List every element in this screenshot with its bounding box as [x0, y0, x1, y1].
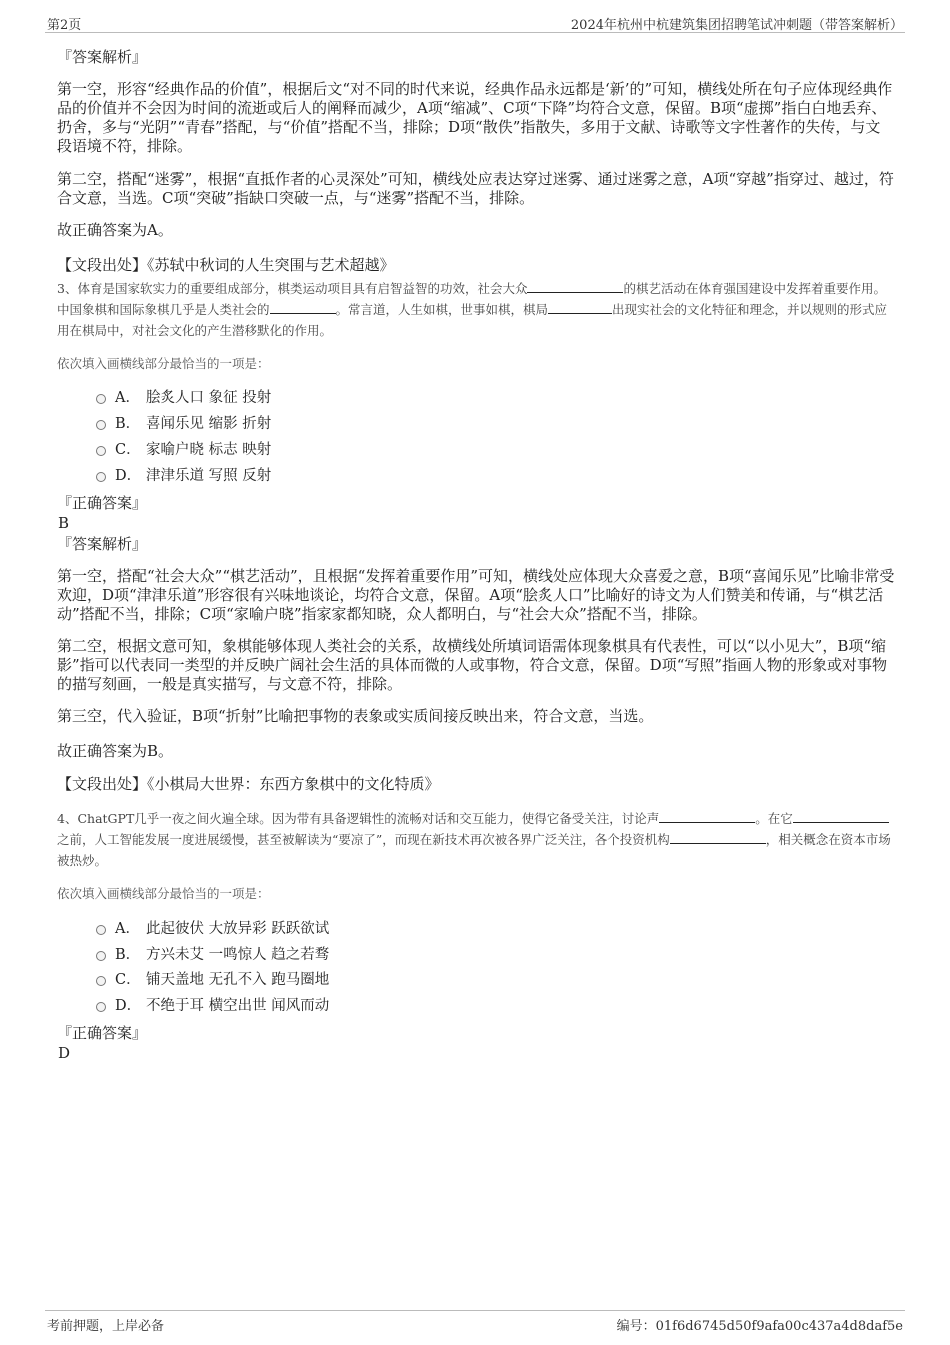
page-number: 第2页: [47, 18, 82, 33]
option-text: 此起彼伏 大放异彩 跃跃欲试: [146, 921, 330, 937]
radio-button[interactable]: [96, 951, 106, 961]
radio-button[interactable]: [96, 420, 106, 430]
option-text: 家喻户晓 标志 映射: [146, 442, 272, 458]
analysis-label-q2: 『答案解析』: [57, 48, 148, 66]
option-text: 津津乐道 写照 反射: [146, 468, 272, 484]
correct-answer-q3: B: [58, 514, 70, 532]
analysis-label-q3: 『答案解析』: [57, 535, 148, 553]
question-4-instruction: 依次填入画横线部分最恰当的一项是：: [57, 886, 270, 901]
radio-button[interactable]: [96, 925, 106, 935]
radio-button[interactable]: [96, 976, 106, 986]
footer-slogan: 考前押题，上岸必备: [47, 1319, 165, 1334]
question-4-text-1: 4、ChatGPT几乎一夜之间火遍全球。因为带有具备逻辑性的流畅对话和交互能力，使得它备受关注，讨论声: [57, 811, 660, 826]
analysis-paragraph-q3-3: 第三空，代入验证，B项“折射”比喻把事物的表象或实质间接反映出来，符合文意，当选。: [57, 707, 654, 725]
page-header: [45, 12, 905, 33]
option-letter: C．: [115, 442, 141, 458]
option-text: 脍炙人口 象征 投射: [146, 390, 272, 406]
question-3-text-2: 的棋艺活动在体育强国建设中发挥着重要作用。中国象棋和国际象棋几乎是人类社会的: [57, 281, 886, 317]
radio-button[interactable]: [96, 472, 106, 482]
analysis-paragraph-q3-2: 第二空，根据文意可知，象棋能够体现人类社会的关系，故横线处所填词语需体现象棋具有代表性，可以“以小见大”，B项“缩影”指可以代表同一类型的并反映广阔社会生活的具体而微的人或事物，符合文意，保留。D项“写照”指画人物的形象或对事物的描写刻画，一般是真实描写，与文意不符，排除。: [57, 637, 888, 693]
option-letter: B．: [115, 416, 141, 432]
question-3-instruction: 依次填入画横线部分最恰当的一项是：: [57, 356, 270, 371]
blank-line: [270, 301, 336, 314]
question-4-text-3: 之前，人工智能发展一度进展缓慢，甚至被解读为“要凉了”，而现在新技术再次被各界广泛关注，各个投资机构: [57, 832, 670, 847]
question-3-text-4: 出现实社会的文化特征和理念，并以规则的形式应用在棋局中，对社会文化的产生潜移默化的作用。: [57, 302, 888, 338]
source-q3: 【文段出处】《小棋局大世界：东西方象棋中的文化特质》: [57, 775, 440, 793]
source-q2: 【文段出处】《苏轼中秋词的人生突围与艺术超越》: [57, 256, 395, 274]
option-text: 方兴未艾 一鸣惊人 趋之若骛: [146, 947, 330, 963]
option-letter: D．: [115, 998, 142, 1014]
question-3-text-3: 。常言道，人生如棋，世事如棋，棋局: [335, 302, 549, 317]
blank-line: [548, 301, 612, 314]
option-letter: C．: [115, 972, 141, 988]
question-4-text-4: ，相关概念在资本市场被热炒。: [57, 832, 891, 868]
option-text: 不绝于耳 横空出世 闻风而动: [146, 998, 330, 1014]
correct-answer-label-q3: 『正确答案』: [57, 494, 148, 512]
question-4-text-2: 。在它: [755, 811, 793, 826]
radio-button[interactable]: [96, 1002, 106, 1012]
question-3-stem: [57, 278, 895, 341]
correct-answer-q4: D: [58, 1044, 71, 1062]
option-text: 铺天盖地 无孔不入 跑马圈地: [146, 972, 330, 988]
conclusion-q2: 故正确答案为A。: [57, 221, 173, 239]
document-title: 2024年杭州中杭建筑集团招聘笔试冲刺题（带答案解析）: [570, 18, 903, 33]
option-letter: A．: [115, 390, 140, 406]
blank-line: [659, 810, 755, 823]
blank-line: [527, 280, 623, 293]
option-text: 喜闻乐见 缩影 折射: [146, 416, 272, 432]
correct-answer-label-q4: 『正确答案』: [57, 1024, 148, 1042]
option-letter: B．: [115, 947, 141, 963]
option-letter: A．: [115, 921, 140, 937]
blank-line: [670, 831, 766, 844]
document-id: 编号：01f6d6745d50f9afa00c437a4d8daf5e: [616, 1319, 903, 1334]
blank-line: [793, 810, 889, 823]
page-footer: [45, 1310, 905, 1337]
analysis-paragraph-q3-1: 第一空，搭配“社会大众”“棋艺活动”，且根据“发挥着重要作用”可知，横线处应体现大众喜爱之意，B项“喜闻乐见”比喻非常受欢迎，D项“津津乐道”形容很有兴味地谈论，均符合文意，保留。A项“脍炙人口”比喻好的诗文为人们赞美和传诵，与“棋艺活动”搭配不当，排除；C项“家喻户晓”指家家都知晓，众人都明白，与“社会大众”搭配不当，排除。: [57, 567, 895, 623]
question-4-stem: [57, 808, 895, 871]
question-3-text-1: 3、体育是国家软实力的重要组成部分，棋类运动项目具有启智益智的功效，社会大众: [57, 281, 528, 296]
option-letter: D．: [115, 468, 142, 484]
analysis-paragraph-q2-2: 第二空，搭配“迷雾”，根据“直抵作者的心灵深处”可知，横线处应表达穿过迷雾、通过迷雾之意，A项“穿越”指穿过、越过，符合文意，当选。C项“突破”指缺口突破一点，与“迷雾”搭配不当，排除。: [57, 170, 894, 207]
radio-button[interactable]: [96, 446, 106, 456]
radio-button[interactable]: [96, 394, 106, 404]
conclusion-q3: 故正确答案为B。: [57, 742, 174, 760]
analysis-paragraph-q2-1: 第一空，形容“经典作品的价值”，根据后文“对不同的时代来说，经典作品永远都是‘新’的”可知，横线处所在句子应体现经典作品的价值并不会因为时间的流逝或后人的阐释而减少，A项“缩减”、C项“下降”均符合文意，保留。B项“虚掷”指白白地丢弃、扔舍，多与“光阴”“青春”搭配，与“价值”搭配不当，排除；D项“散佚”指散失，多用于文献、诗歌等文字性著作的失传，与文段语境不符，排除。: [57, 80, 893, 155]
